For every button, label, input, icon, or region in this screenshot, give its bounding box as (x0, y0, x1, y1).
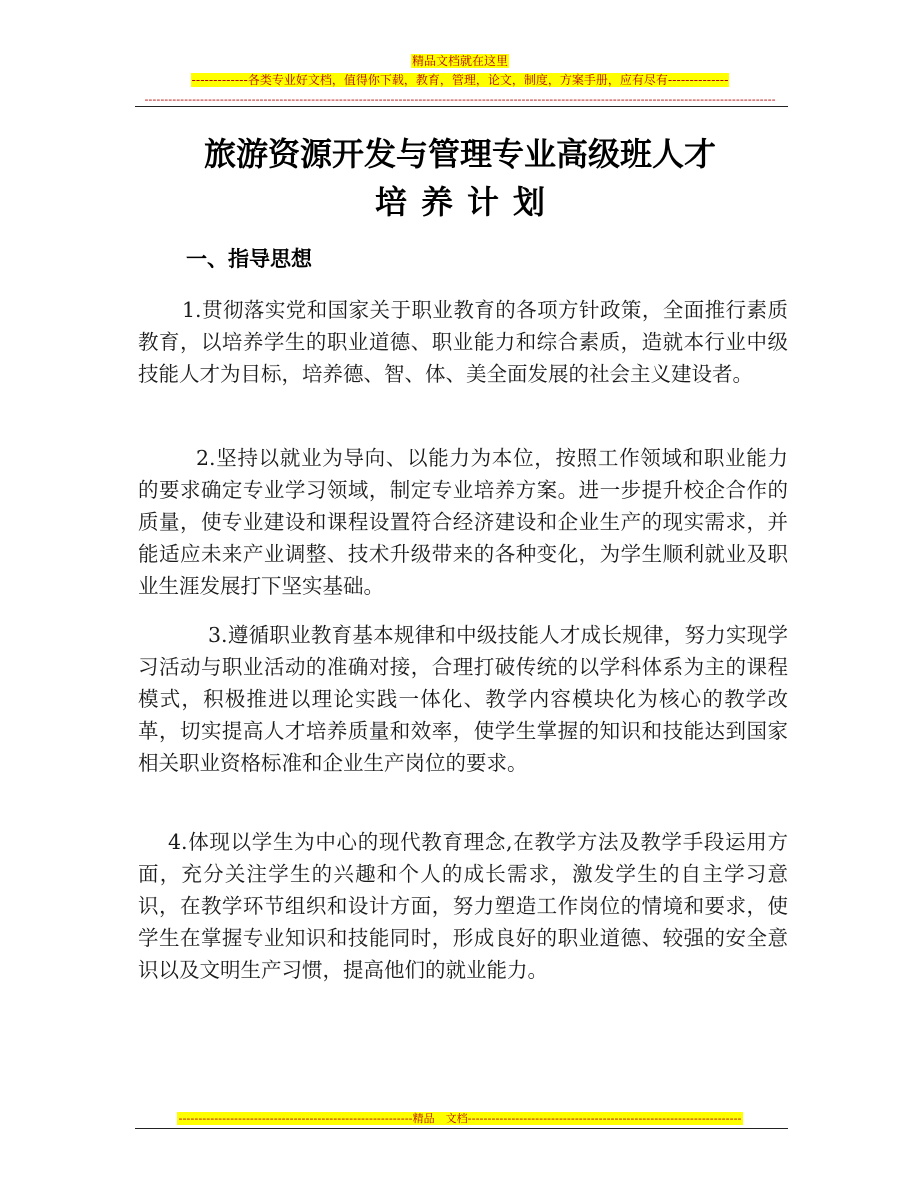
header-divider (135, 106, 788, 107)
document-title-line1: 旅游资源开发与管理专业高级班人才 (203, 135, 716, 173)
header-banner-tagline (0, 73, 920, 88)
section-heading: 一、指导思想 (186, 246, 312, 271)
header-banner-title-text: 精品文档就在这里 (411, 54, 508, 68)
footer-banner-text: -----------------------------------------------------------精品 文档--------------------------------------------------------------------- (178, 1112, 742, 1125)
footer-divider (135, 1128, 788, 1129)
header-banner-title (0, 54, 920, 69)
header-banner-dashes (0, 92, 920, 107)
document-title-line2: 培养计划 (374, 183, 559, 221)
header-banner-tagline-text: -------------各类专业好文档，值得你下载，教育，管理，论文，制度，方案手册，应有尽有-------------- (191, 73, 729, 87)
footer-banner (0, 1111, 920, 1126)
body-paragraph-4: 4.体现以学生为中心的现代教育理念,在教学方法及教学手段运用方面，充分关注学生的兴趣和个人的成长需求，激发学生的自主学习意识，在教学环节组织和设计方面，努力塑造工作岗位的情境和要求，使学生在掌握专业知识和技能同时，形成良好的职业道德、较强的安全意识以及文明生产习惯，提高他们的就业能力。 (138, 830, 788, 982)
header-banner-dashes-text: --------------------------------------------------------------------------------------------------------------------------------------------------------------- (144, 93, 776, 106)
body-paragraph-2: 2.坚持以就业为导向、以能力为本位，按照工作领域和职业能力的要求确定专业学习领域，制定专业培养方案。进一步提升校企合作的质量，使专业建设和课程设置符合经济建设和企业生产的现实需求，并能适应未来产业调整、技术升级带来的各种变化，为学生顺利就业及职业生涯发展打下坚实基础。 (138, 446, 788, 598)
body-paragraph-3: 3.遵循职业教育基本规律和中级技能人才成长规律，努力实现学习活动与职业活动的准确对接，合理打破传统的以学科体系为主的课程模式，积极推进以理论实践一体化、教学内容模块化为核心的教学改革，切实提高人才培养质量和效率，使学生掌握的知识和技能达到国家相关职业资格标准和企业生产岗位的要求。 (138, 623, 788, 775)
body-paragraph-1: 1.贯彻落实党和国家关于职业教育的各项方针政策，全面推行素质教育，以培养学生的职业道德、职业能力和综合素质，造就本行业中级技能人才为目标，培养德、智、体、美全面发展的社会主义建设者。 (138, 298, 788, 386)
